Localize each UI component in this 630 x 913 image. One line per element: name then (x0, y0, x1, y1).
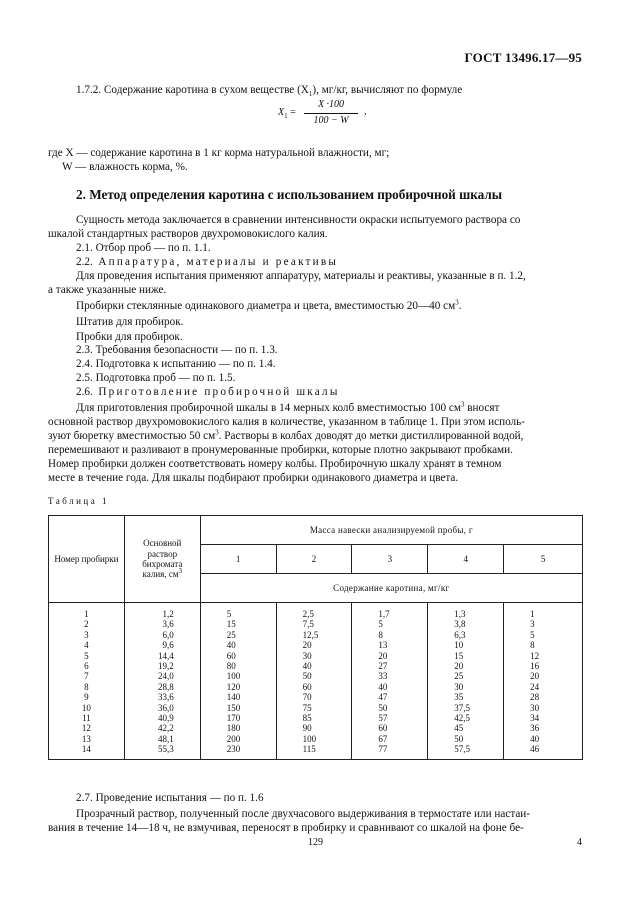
section-2-5: 2.5. Подготовка проб — по п. 1.5. (76, 372, 236, 384)
header-tube-number: Номер пробирки (49, 516, 125, 603)
paragraph-2-7-b: вания в течение 14—18 ч, не взмучивая, переносят в пробирку и сравнивают со шкалой на фоне бе- (48, 822, 524, 834)
header-stock-sup: 3 (178, 567, 182, 576)
table-cell: 30 (276, 651, 352, 661)
table-cell: 7,5 (276, 619, 352, 629)
document-header: ГОСТ 13496.17—95 (464, 50, 582, 65)
table-row (49, 661, 583, 671)
table-cell: 40 (200, 640, 276, 650)
section-2-2 (76, 255, 338, 269)
table-cell: 3 (49, 630, 125, 640)
table-cell: 60 (352, 723, 428, 733)
header-stock-line-1: Основной (143, 538, 182, 549)
table-row (49, 744, 583, 759)
paragraph-2-intro-a: Сущность метода заключается в сравнении интенсивности окраски испытуемого раствора со (76, 214, 521, 226)
section-1-7-2-text-end: ), мг/кг, вычисляют по формуле (312, 84, 463, 96)
table-cell: 70 (276, 692, 352, 702)
section-2-heading: 2. Метод определения каротина с использованием пробирочной шкалы (76, 187, 503, 202)
header-stock-line-3: бихромата (142, 559, 183, 569)
table-cell: 48,1 (124, 734, 200, 744)
table-cell: 28 (504, 692, 583, 702)
header-mass-3: 3 (352, 545, 428, 574)
table-cell: 20 (504, 671, 583, 681)
table-cell: 9,6 (124, 640, 200, 650)
header-stock-line-4 (125, 569, 200, 579)
table-cell: 6,0 (124, 630, 200, 640)
table-cell: 77 (352, 744, 428, 759)
table-cell: 28,8 (124, 682, 200, 692)
table-cell: 90 (276, 723, 352, 733)
section-2-2-num: 2.2. (76, 256, 93, 268)
table-cell: 1,2 (124, 603, 200, 620)
table-cell: 30 (428, 682, 504, 692)
header-carotene-content: Содержание каротина, мг/кг (200, 574, 582, 603)
paragraph-2-6-c-text: зуют бюретку вместимостью 50 см (48, 430, 216, 442)
table-cell: 37,5 (428, 703, 504, 713)
formula-lhs-sub: 1 (284, 112, 288, 120)
table-cell: 16 (504, 661, 583, 671)
section-2-1: 2.1. Отбор проб — по п. 1.1. (76, 242, 211, 254)
formula-lhs (278, 107, 296, 120)
table-cell: 140 (200, 692, 276, 702)
table-cell: 25 (428, 671, 504, 681)
header-stock-solution (124, 516, 200, 603)
header-mass-2: 2 (276, 545, 352, 574)
table-cell: 20 (428, 661, 504, 671)
table-cell: 47 (352, 692, 428, 702)
table-cell: 1,3 (428, 603, 504, 620)
header-mass-4: 4 (428, 545, 504, 574)
table-cell: 25 (200, 630, 276, 640)
table-cell: 40 (352, 682, 428, 692)
section-2-3: 2.3. Требования безопасности — по п. 1.3. (76, 344, 278, 356)
header-stock-line-2: раствор (147, 548, 178, 559)
table-cell: 8 (352, 630, 428, 640)
table-row (49, 603, 583, 620)
formula-numerator: X ·100 (317, 99, 345, 110)
table-cell: 5 (352, 619, 428, 629)
table-cell: 57 (352, 713, 428, 723)
section-2-6 (76, 385, 340, 399)
table-row (49, 692, 583, 702)
paragraph-tubes-sup: 3 (455, 298, 459, 307)
table-cell: 120 (200, 682, 276, 692)
table-cell: 8 (49, 682, 125, 692)
table-cell: 24,0 (124, 671, 200, 681)
header-mass-5: 5 (504, 545, 583, 574)
formula-tail: , (364, 106, 367, 117)
table-cell: 5 (504, 630, 583, 640)
where-line-1: где X — содержание каротина в 1 кг корма натуральной влажности, мг; (48, 147, 390, 159)
paragraph-tubes (76, 299, 462, 313)
table-cell: 12 (49, 723, 125, 733)
table-cell: 36,0 (124, 703, 200, 713)
table-cell: 20 (276, 640, 352, 650)
table-cell: 4 (49, 640, 125, 650)
table-body (49, 603, 583, 760)
header-stock-line-4-text: калия, см (142, 569, 179, 580)
page-number: 129 (308, 837, 323, 848)
paragraph-2-6-c-end: . Растворы в колбах доводят до метки дистиллированной водой, (218, 430, 524, 442)
paragraph-2-6-a-sup: 3 (460, 400, 465, 409)
table-cell: 150 (200, 703, 276, 713)
formula-denominator: 100 − W (313, 115, 349, 126)
table-cell: 2,5 (276, 603, 352, 620)
paragraph-2-intro-b: шкалой стандартных растворов двухромовокислого калия. (48, 228, 328, 240)
table-cell: 42,2 (124, 723, 200, 733)
table-row (49, 651, 583, 661)
table-cell: 15 (200, 619, 276, 629)
paragraph-tubes-text: Пробирки стеклянные одинакового диаметра и цвета, вместимостью 20—40 см (76, 300, 456, 312)
formula (278, 99, 418, 139)
table-cell: 85 (276, 713, 352, 723)
table-cell: 1,7 (352, 603, 428, 620)
section-2-6-num: 2.6. (76, 386, 93, 398)
table-caption: Таблица 1 (48, 496, 109, 506)
paragraph-2-6-b: основной раствор двухромовокислого калия в количестве, указанном в таблице 1. При этом исполь- (48, 416, 525, 428)
table-cell: 9 (49, 692, 125, 702)
table-cell: 230 (200, 744, 276, 759)
paragraph-stoppers: Пробки для пробирок. (76, 331, 183, 343)
table-cell: 57,5 (428, 744, 504, 759)
table-cell: 30 (504, 703, 583, 713)
table-cell: 42,5 (428, 713, 504, 723)
table-row (49, 723, 583, 733)
table-cell: 36 (504, 723, 583, 733)
sheet-number: 4 (577, 837, 582, 848)
table-cell: 180 (200, 723, 276, 733)
table-cell: 12,5 (276, 630, 352, 640)
table-cell: 1 (504, 603, 583, 620)
section-2-4: 2.4. Подготовка к испытанию — по п. 1.4. (76, 358, 276, 370)
table-row (49, 671, 583, 681)
table-cell: 24 (504, 682, 583, 692)
paragraph-2-6-d: перемешивают и разливают в пронумерованные пробирки, которые плотно закрывают пробками. (48, 444, 513, 456)
table-cell: 10 (428, 640, 504, 650)
table-cell: 200 (200, 734, 276, 744)
paragraph-2-6-a-text: Для приготовления пробирочной шкалы в 14 мерных колб вместимостью 100 см (76, 402, 461, 414)
table-cell: 40,9 (124, 713, 200, 723)
table-cell: 40 (504, 734, 583, 744)
table-row (49, 703, 583, 713)
table-cell: 11 (49, 713, 125, 723)
where-line-2: W — влажность корма, %. (62, 161, 188, 173)
table-cell: 3,6 (124, 619, 200, 629)
section-1-7-2-subscript: 1 (308, 90, 313, 99)
table-cell: 12 (504, 651, 583, 661)
table-1 (48, 515, 583, 760)
table-cell: 35 (428, 692, 504, 702)
table-row (49, 640, 583, 650)
table-cell: 34 (504, 713, 583, 723)
table-cell: 46 (504, 744, 583, 759)
table-cell: 8 (504, 640, 583, 650)
table-cell: 33 (352, 671, 428, 681)
table-cell: 100 (276, 734, 352, 744)
paragraph-2-6-c (48, 429, 523, 443)
table-cell: 1 (49, 603, 125, 620)
table-row (49, 713, 583, 723)
paragraph-2-6-e: Номер пробирки должен соответствовать номеру колбы. Пробирочную шкалу хранят в темном (48, 458, 502, 470)
section-1-7-2-text: 1.7.2. Содержание каротина в сухом веществе (X (76, 84, 309, 96)
paragraph-2-7-a: Прозрачный раствор, полученный после двухчасового выдерживания в термостате или настаи- (76, 808, 531, 820)
paragraph-2-6-c-sup: 3 (215, 428, 219, 437)
paragraph-2-6-a-end: вносят (464, 402, 500, 414)
table-cell: 14,4 (124, 651, 200, 661)
table-cell: 6 (49, 661, 125, 671)
formula-lhs-var: X (278, 107, 285, 118)
table-cell: 10 (49, 703, 125, 713)
paragraph-2-2-b: а также указанные ниже. (48, 284, 167, 296)
table-cell: 14 (49, 744, 125, 759)
table-cell: 13 (352, 640, 428, 650)
table-cell: 33,6 (124, 692, 200, 702)
paragraph-2-6-a (76, 401, 499, 415)
table-row (49, 734, 583, 744)
header-sample-mass: Масса навески анализируемой пробы, г (200, 516, 582, 545)
table-cell: 67 (352, 734, 428, 744)
table-row (49, 630, 583, 640)
paragraph-2-6-f: месте в течение года. Для шкалы подбирают пробирки одинакового диаметра и цвета. (48, 472, 459, 484)
table-cell: 13 (49, 734, 125, 744)
table-cell: 15 (428, 651, 504, 661)
table-cell: 6,3 (428, 630, 504, 640)
table-cell: 40 (276, 661, 352, 671)
table-cell: 50 (352, 703, 428, 713)
table-cell: 20 (352, 651, 428, 661)
table-cell: 2 (49, 619, 125, 629)
formula-fraction-bar (304, 113, 358, 114)
table-cell: 75 (276, 703, 352, 713)
table-cell: 115 (276, 744, 352, 759)
table-cell: 7 (49, 671, 125, 681)
table-cell: 80 (200, 661, 276, 671)
table-cell: 45 (428, 723, 504, 733)
table-cell: 60 (200, 651, 276, 661)
table-cell: 60 (276, 682, 352, 692)
section-1-7-2 (76, 83, 462, 97)
paragraph-tubes-end: . (458, 300, 462, 312)
table-cell: 5 (200, 603, 276, 620)
section-2-7: 2.7. Проведение испытания — по п. 1.6 (76, 792, 264, 804)
table-cell: 55,3 (124, 744, 200, 759)
table-row (49, 619, 583, 629)
table-cell: 3 (504, 619, 583, 629)
table-cell: 50 (428, 734, 504, 744)
table-cell: 27 (352, 661, 428, 671)
header-mass-1: 1 (200, 545, 276, 574)
section-2-2-title: Аппаратура, материалы и реактивы (98, 256, 339, 268)
table-cell: 19,2 (124, 661, 200, 671)
section-2-6-title: Приготовление пробирочной шкалы (98, 386, 340, 398)
paragraph-rack: Штатив для пробирок. (76, 316, 184, 328)
table-cell: 5 (49, 651, 125, 661)
table-cell: 100 (200, 671, 276, 681)
formula-equals: = (287, 107, 296, 118)
table-row (49, 682, 583, 692)
paragraph-2-2-a: Для проведения испытания применяют аппаратуру, материалы и реактивы, указанные в п. 1.2, (76, 270, 526, 282)
table-cell: 3,8 (428, 619, 504, 629)
table-cell: 50 (276, 671, 352, 681)
table-cell: 170 (200, 713, 276, 723)
